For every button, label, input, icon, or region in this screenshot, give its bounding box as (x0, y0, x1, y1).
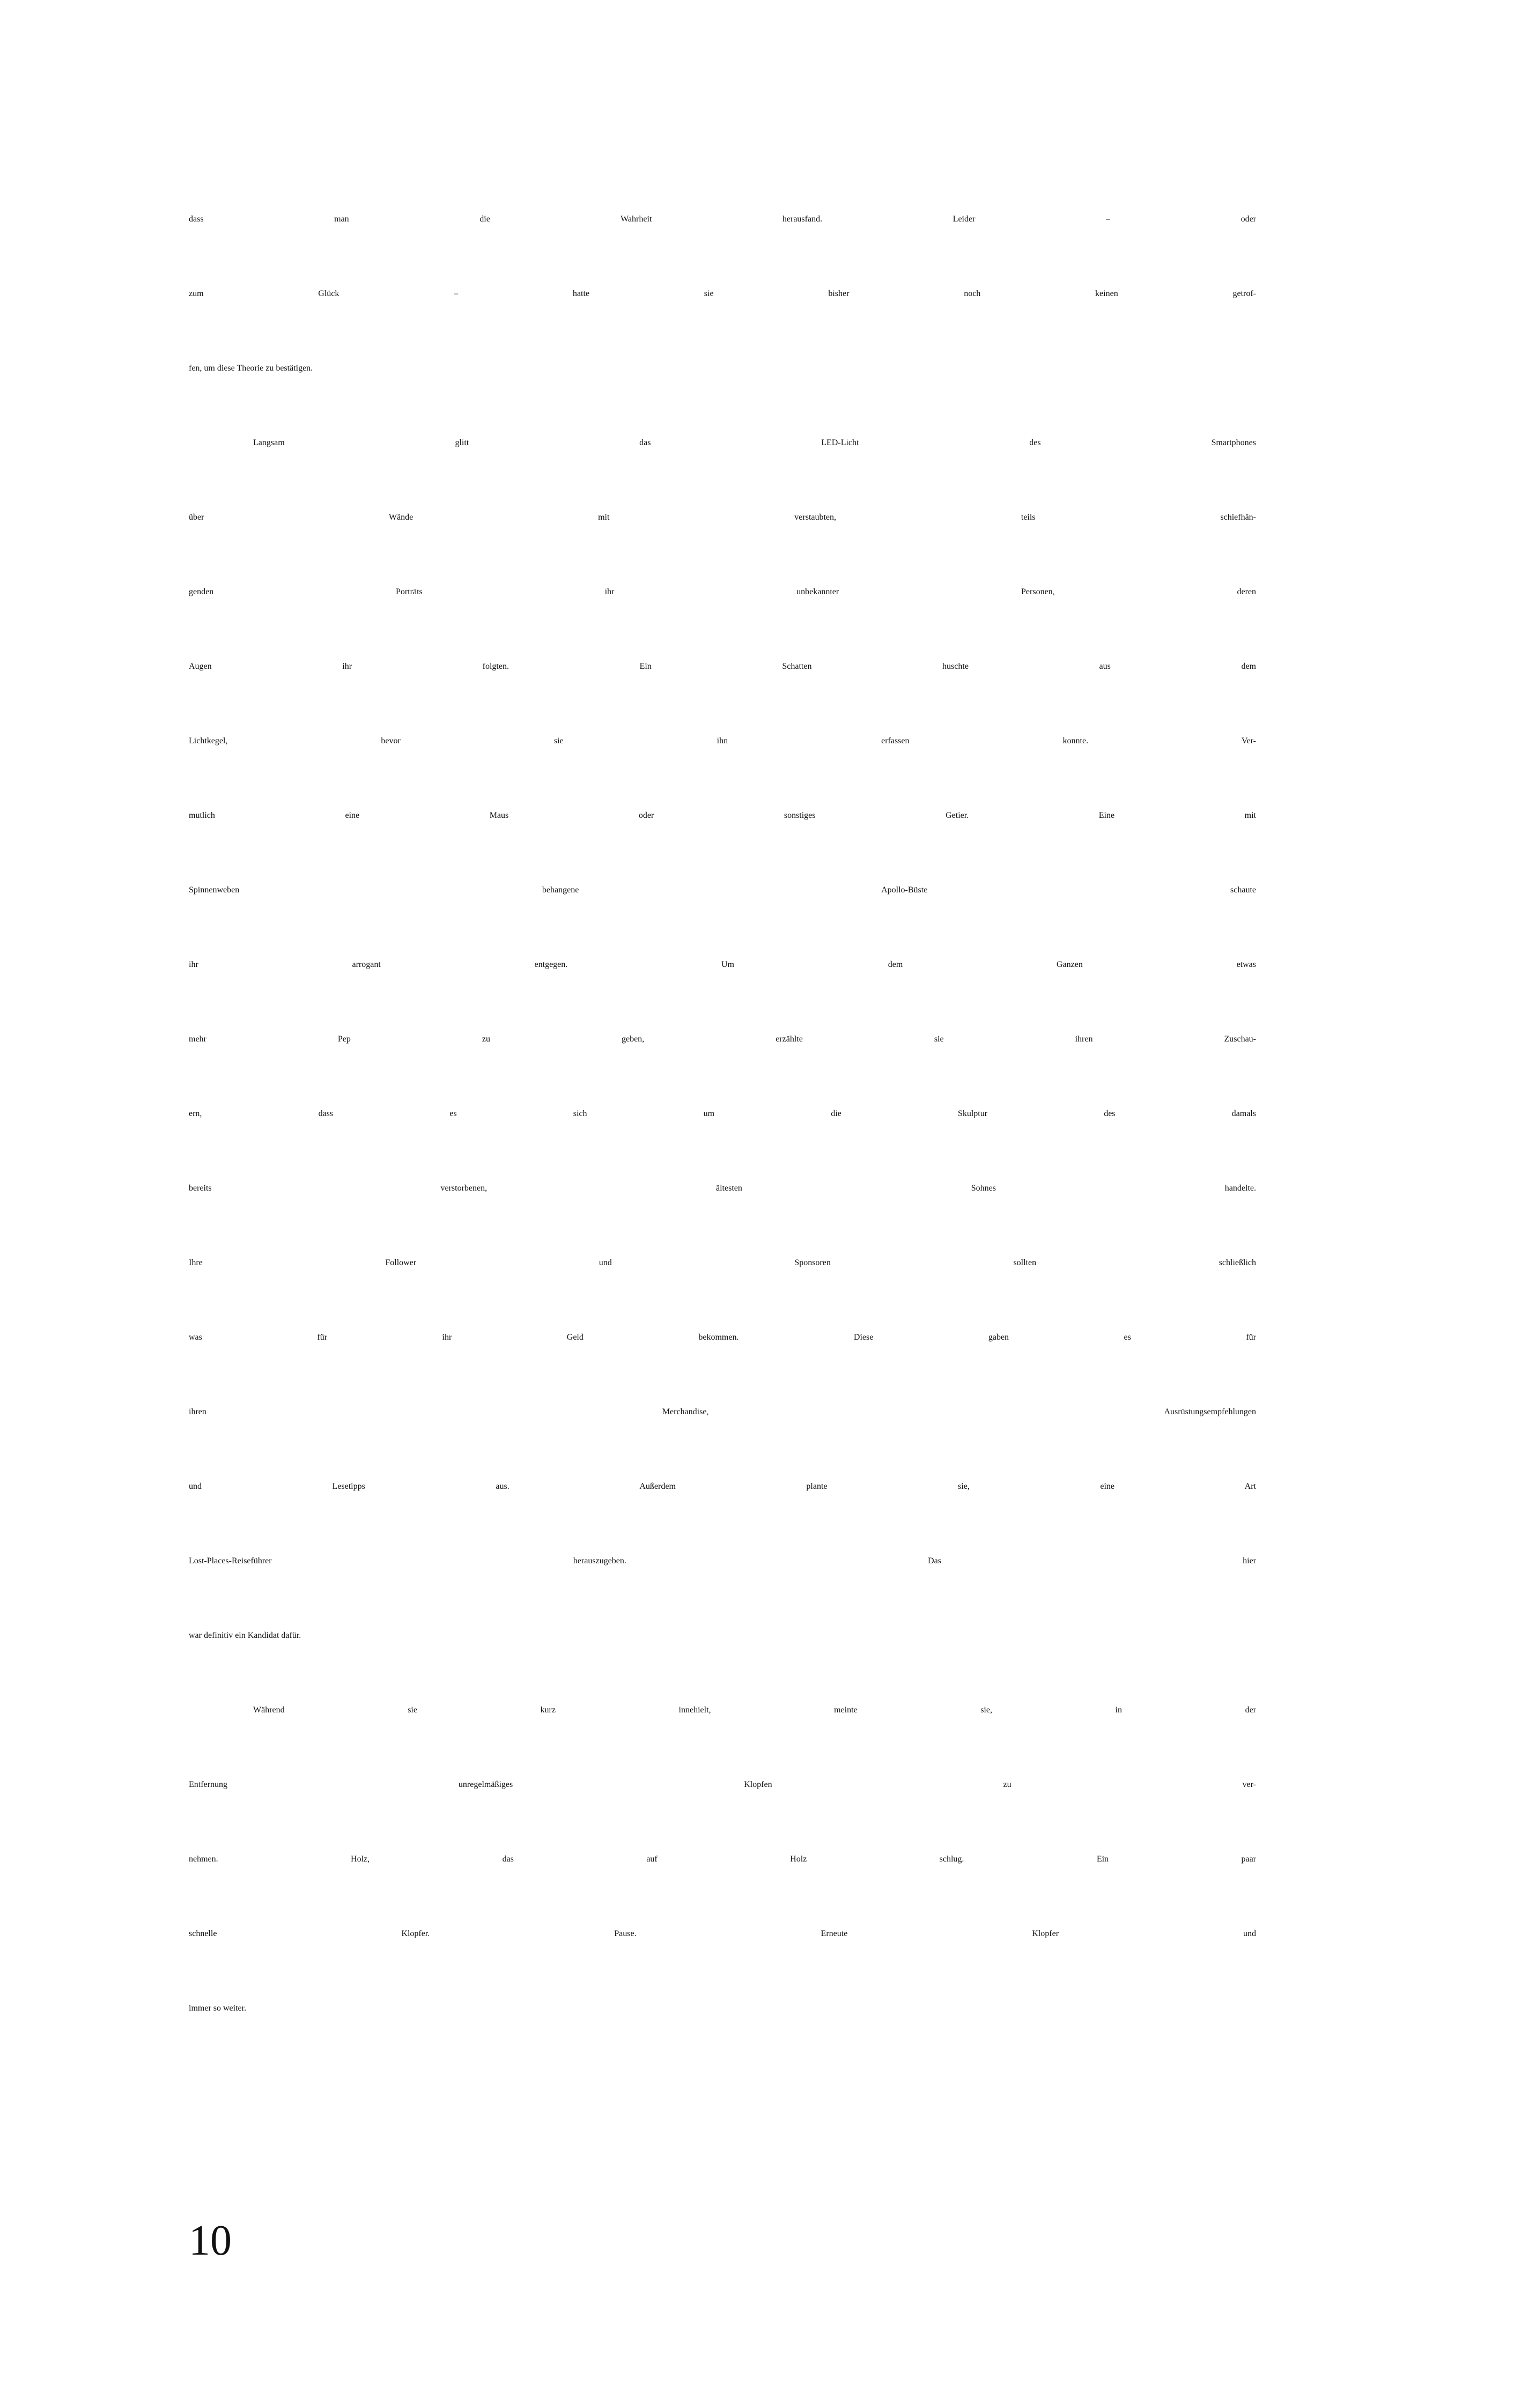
text-line: ern, dass es sich um die Skulptur des damals (189, 1109, 1256, 1118)
text-line: ihren Merchandise, Ausrüstungsempfehlungen (189, 1407, 1256, 1416)
text-line: bereits verstorbenen, ältesten Sohnes handelte. (189, 1184, 1256, 1193)
text-line: Augen ihr folgten. Ein Schatten huschte aus dem (189, 662, 1256, 671)
paragraph (189, 438, 1256, 1705)
text-line: fen, um diese Theorie zu bestätigen. (189, 364, 313, 373)
text-line: Langsam glitt das LED-Licht des Smartphones (253, 438, 1256, 447)
text-line: genden Porträts ihr unbekannter Personen, deren (189, 587, 1256, 596)
text-line: schnelle Klopfer. Pause. Erneute Klopfer und (189, 1929, 1256, 1938)
text-line: Ihre Follower und Sponsoren sollten schließlich (189, 1258, 1256, 1267)
text-line: Während sie kurz innehielt, meinte sie, in der (253, 1705, 1256, 1715)
text-line: und Lesetipps aus. Außerdem plante sie, eine Art (189, 1482, 1256, 1491)
text-line: Lost-Places-Reiseführer herauszugeben. Das hier (189, 1556, 1256, 1565)
text-line: zum Glück – hatte sie bisher noch keinen getrof- (189, 289, 1256, 298)
text-line: immer so weiter. (189, 2004, 247, 2013)
text-line: war definitiv ein Kandidat dafür. (189, 1631, 301, 1640)
text-line: nehmen. Holz, das auf Holz schlug. Ein paar (189, 1855, 1256, 1864)
text-line: über Wände mit verstaubten, teils schiefhän- (189, 513, 1256, 522)
text-line: Spinnenweben behangene Apollo-Büste schaute (189, 885, 1256, 895)
text-line: ihr arrogant entgegen. Um dem Ganzen etwas (189, 960, 1256, 969)
text-line: mehr Pep zu geben, erzählte sie ihren Zuschau- (189, 1035, 1256, 1044)
text-line: Entfernung unregelmäßiges Klopfen zu ver- (189, 1780, 1256, 1789)
page-number: 10 (189, 2217, 232, 2264)
text-line: mutlich eine Maus oder sonstiges Getier. Eine mit (189, 811, 1256, 820)
text-line: dass man die Wahrheit herausfand. Leider – oder (189, 215, 1256, 224)
paragraph (189, 215, 1256, 438)
body-text (189, 215, 1256, 2078)
text-line: Lichtkegel, bevor sie ihn erfassen konnte. Ver- (189, 736, 1256, 745)
text-line: was für ihr Geld bekommen. Diese gaben es für (189, 1333, 1256, 1342)
paragraph (189, 1705, 1256, 2078)
